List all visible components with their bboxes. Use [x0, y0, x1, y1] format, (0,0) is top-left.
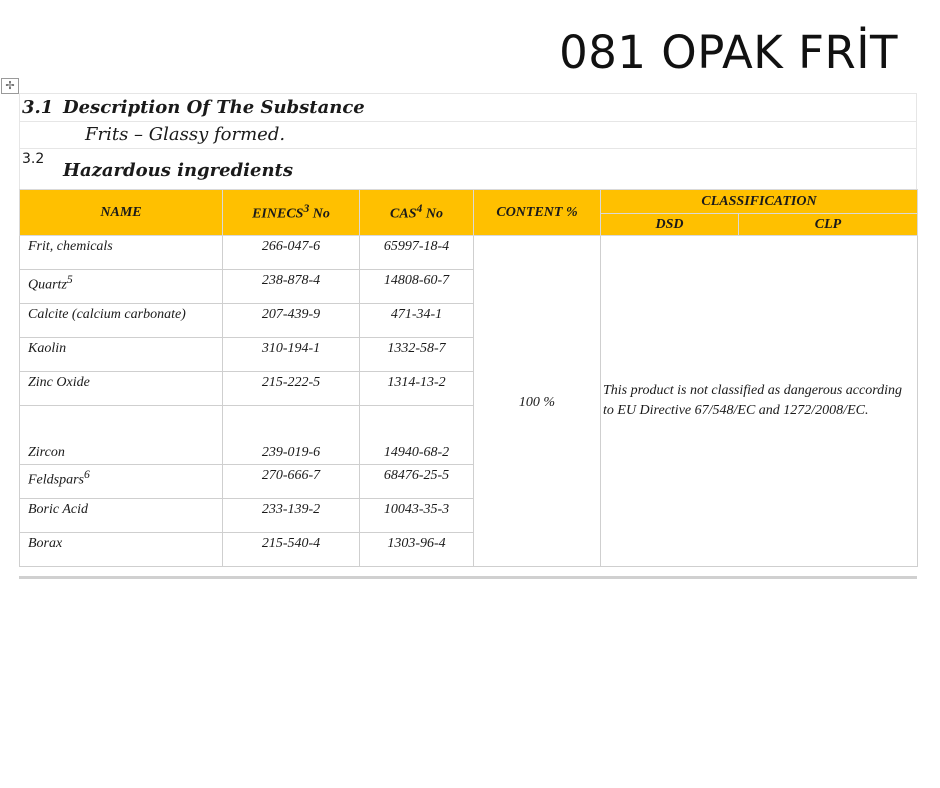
einecs-number: 270-666-7 [223, 465, 360, 499]
header-einecs: EINECS$^3$ No [223, 190, 360, 236]
header-classification: CLASSIFICATION [601, 190, 918, 214]
header-content: CONTENT % [474, 190, 601, 236]
ingredient-name: Feldspars$^6$ [20, 465, 223, 499]
cas-number: 1332-58-7 [360, 338, 474, 372]
section-3-2-heading: Hazardous ingredients [63, 160, 293, 181]
header-cas: CAS$^4$ No [360, 190, 474, 236]
einecs-number: 238-878-4 [223, 270, 360, 304]
einecs-number: 215-222-5 [223, 372, 360, 406]
section-3-2-row [19, 148, 917, 190]
table-bottom-rule [19, 576, 917, 579]
footnote-6: 6 [84, 468, 90, 481]
header-name: NAME [20, 190, 223, 236]
hazardous-ingredients-table [19, 189, 918, 567]
section-3-2-number: 3.2 [22, 151, 45, 167]
document-title: 081 OPAK FRİT [559, 26, 898, 79]
cas-number: 10043-35-3 [360, 499, 474, 533]
table-move-handle-icon[interactable]: ✢ [1, 78, 19, 94]
ingredient-name: Kaolin [20, 338, 223, 372]
cas-number: 14808-60-7 [360, 270, 474, 304]
einecs-number: 266-047-6 [223, 236, 360, 270]
content-percent: 100 % [474, 236, 601, 567]
section-3-1-row [19, 93, 917, 121]
section-header-block [19, 93, 917, 190]
ingredient-name: Boric Acid [20, 499, 223, 533]
footnote-4: 4 [416, 202, 423, 216]
classification-note: This product is not classified as dangerous according to EU Directive 67/548/EC and 1272/2008/EC. [601, 236, 918, 567]
section-3-1-text: Frits – Glassy formed. [85, 124, 286, 145]
ingredient-name: Borax [20, 533, 223, 567]
cas-number: 68476-25-5 [360, 465, 474, 499]
footnote-3: 3 [303, 202, 310, 216]
table-row [20, 236, 918, 270]
cas-number: 65997-18-4 [360, 236, 474, 270]
einecs-number: 233-139-2 [223, 499, 360, 533]
einecs-number: 207-439-9 [223, 304, 360, 338]
einecs-number: 310-194-1 [223, 338, 360, 372]
cas-number: 1303-96-4 [360, 533, 474, 567]
cas-number: 1314-13-2 [360, 372, 474, 406]
section-3-1-text-row [19, 121, 917, 148]
section-3-1-number: 3.1 [22, 97, 54, 118]
ingredient-name: Quartz$^5$ [20, 270, 223, 304]
footnote-5: 5 [66, 273, 73, 286]
ingredient-name: Calcite (calcium carbonate) [20, 304, 223, 338]
einecs-number: 215-540-4 [223, 533, 360, 567]
section-3-1-heading: Description Of The Substance [63, 97, 365, 118]
cas-number: 471-34-1 [360, 304, 474, 338]
ingredient-name: Zinc Oxide [20, 372, 223, 406]
header-dsd: DSD [601, 214, 739, 236]
ingredient-name: Frit, chemicals [20, 236, 223, 270]
ingredient-name: Zircon [20, 406, 223, 465]
cas-number: 14940-68-2 [360, 406, 474, 465]
header-clp: CLP [739, 214, 918, 236]
einecs-number: 239-019-6 [223, 406, 360, 465]
